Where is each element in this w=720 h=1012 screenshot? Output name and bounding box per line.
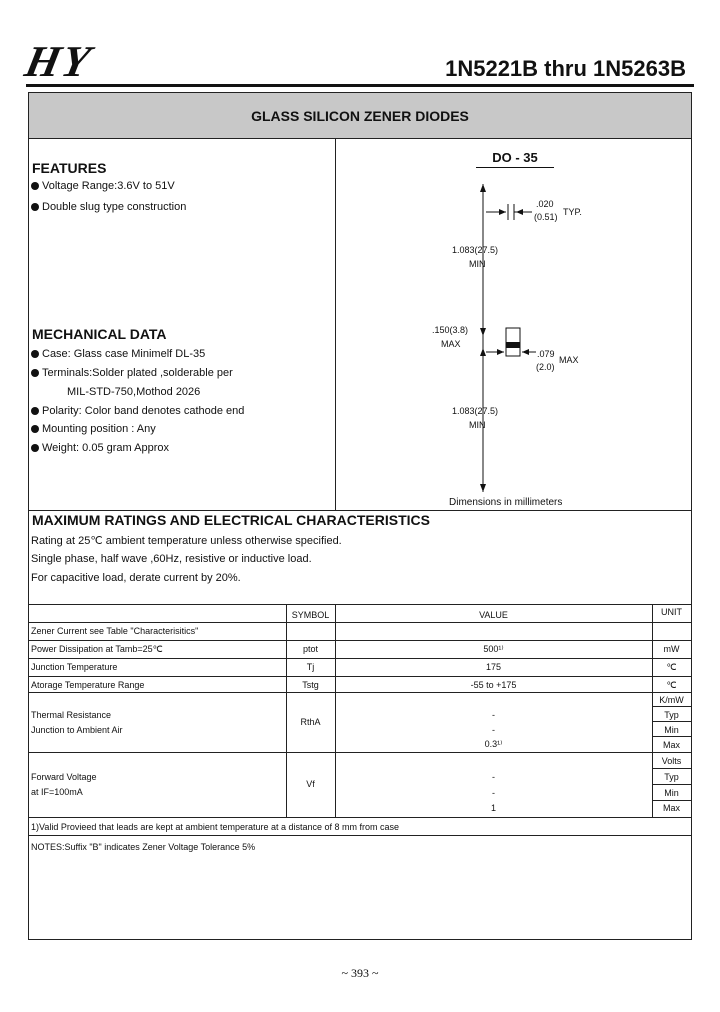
table-row-border: [29, 622, 691, 623]
forward-sub-label: Typ: [664, 772, 679, 782]
unit-subrow-border: [652, 784, 691, 785]
lead-dia-typ: TYP.: [563, 207, 582, 217]
bullet-icon: [31, 203, 39, 211]
thermal-sub-label: Typ: [664, 710, 679, 720]
mechanical-item: Case: Glass case Minimelf DL-35: [31, 348, 205, 360]
table-row-border: [29, 752, 691, 753]
body-dia-mm: (2.0): [536, 362, 555, 372]
table-row-border: [29, 835, 691, 836]
table-row-border: [29, 817, 691, 818]
top-lead-min: MIN: [469, 259, 486, 269]
forward-symbol: Vf: [306, 779, 315, 789]
dimensions-caption: Dimensions in millimeters: [449, 497, 563, 508]
table-row-symbol: Tstg: [302, 680, 319, 690]
table-row-unit: ℃: [666, 662, 677, 672]
table-row-border: [29, 658, 691, 659]
features-heading: FEATURES: [32, 160, 107, 176]
forward-unit: Volts: [661, 756, 682, 766]
thermal-sub-label: Max: [662, 740, 680, 750]
body-dia-max: MAX: [559, 355, 579, 365]
thermal-symbol: RthA: [300, 717, 321, 727]
package-name: DO - 35: [476, 150, 554, 176]
mechanical-item: MIL-STD-750,Mothod 2026: [67, 386, 201, 398]
bullet-icon: [31, 407, 39, 415]
thermal-sub-value: -: [492, 725, 495, 735]
body-dia-arrowhead-right: [522, 349, 529, 355]
body-length-arrow-top: [480, 328, 486, 336]
bottom-lead-min: MIN: [469, 420, 486, 430]
table-row-unit: ℃: [666, 680, 677, 690]
forward-param: Forward Voltage: [31, 772, 97, 782]
body-length-max: MAX: [441, 339, 461, 349]
unit-subrow-border: [652, 706, 691, 707]
part-number-title: 1N5221B thru 1N5263B: [445, 56, 686, 81]
lead-dia-arrowhead-right: [516, 209, 523, 215]
top-lead-length: 1.083(27.5): [452, 245, 499, 255]
top-arrow: [480, 184, 486, 192]
table-row-border: [29, 692, 691, 693]
document-title: GLASS SILICON ZENER DIODES: [29, 93, 691, 139]
thermal-param: Thermal Resistance: [31, 710, 112, 720]
brand-logo: HY: [20, 37, 97, 86]
section-divider: [29, 510, 691, 511]
bullet-icon: [31, 444, 39, 452]
forward-sub-label: Min: [664, 788, 679, 798]
bottom-arrow: [480, 484, 486, 492]
mechanical-item: Terminals:Solder plated ,solderable per: [31, 367, 233, 379]
body-length-arrow-bottom: [480, 348, 486, 356]
mechanical-item: Mounting position : Any: [31, 423, 156, 435]
col-header-value: VALUE: [479, 610, 508, 620]
notes-text: NOTES:Suffix "B" indicates Zener Voltage Tolerance 5%: [31, 842, 256, 852]
lead-dia-value: .020: [536, 199, 554, 209]
table-row-value: 500¹⁾: [483, 644, 504, 654]
table-top-border: [29, 604, 691, 605]
thermal-sub-value: 0.3¹⁾: [484, 739, 503, 749]
thermal-sub-value: -: [492, 710, 495, 720]
unit-subrow-border: [652, 721, 691, 722]
body-length: .150(3.8): [432, 325, 469, 335]
bullet-icon: [31, 182, 39, 190]
bullet-icon: [31, 369, 39, 377]
table-row-param: Power Dissipation at Tamb=25℃: [31, 644, 163, 654]
page-number: ~ 393 ~: [341, 966, 379, 980]
bullet-icon: [31, 350, 39, 358]
thermal-unit: K/mW: [659, 695, 684, 705]
ratings-note: Rating at 25℃ ambient temperature unless otherwise specified.: [31, 535, 342, 547]
lead-dia-arrowhead-left: [499, 209, 506, 215]
table-row-border: [29, 640, 691, 641]
feature-item: Double slug type construction: [31, 201, 186, 213]
unit-subrow-border: [652, 768, 691, 769]
forward-sub-label: Max: [662, 803, 680, 813]
lead-dia-mm: (0.51): [534, 212, 558, 222]
forward-param: at IF=100mA: [31, 787, 83, 797]
thermal-sub-label: Min: [664, 725, 679, 735]
table-row-unit: mW: [663, 644, 680, 654]
table-row-symbol: Tj: [306, 662, 315, 672]
mechanical-heading: MECHANICAL DATA: [32, 326, 167, 342]
table-row-value: 175: [485, 662, 502, 672]
ratings-note: Single phase, half wave ,60Hz, resistive or inductive load.: [31, 553, 312, 565]
table-row-symbol: ptot: [302, 644, 318, 654]
feature-item: Voltage Range:3.6V to 51V: [31, 180, 175, 192]
table-row-param: Atorage Temperature Range: [31, 680, 145, 690]
col-header-symbol: SYMBOL: [291, 610, 330, 620]
bullet-icon: [31, 425, 39, 433]
forward-sub-value: -: [492, 788, 495, 798]
col-header-unit: UNIT: [661, 607, 682, 617]
header-rule: [26, 84, 694, 87]
ratings-heading: MAXIMUM RATINGS AND ELECTRICAL CHARACTERISTICS: [32, 512, 430, 528]
forward-sub-value: -: [492, 772, 495, 782]
table-row-param: Junction Temperature: [31, 662, 118, 672]
table-row-param: Zener Current see Table "Characterisitics": [31, 626, 199, 636]
unit-subrow-border: [652, 736, 691, 737]
ratings-note: For capacitive load, derate current by 20%.: [31, 572, 241, 584]
body-dia: .079: [537, 349, 555, 359]
package-drawing: [336, 176, 690, 506]
table-row-border: [29, 676, 691, 677]
mechanical-item: Polarity: Color band denotes cathode end: [31, 405, 244, 417]
body-dia-arrowhead-left: [497, 349, 504, 355]
cathode-band: [506, 342, 520, 348]
unit-subrow-border: [652, 800, 691, 801]
table-footnote: 1)Valid Provieed that leads are kept at ambient temperature at a distance of 8 mm from case: [31, 822, 400, 832]
thermal-param: Junction to Ambient Air: [31, 725, 123, 735]
forward-sub-value: 1: [490, 803, 496, 813]
table-row-value: -55 to +175: [470, 680, 517, 690]
bottom-lead-length: 1.083(27.5): [452, 406, 499, 416]
mechanical-item: Weight: 0.05 gram Approx: [31, 442, 169, 454]
